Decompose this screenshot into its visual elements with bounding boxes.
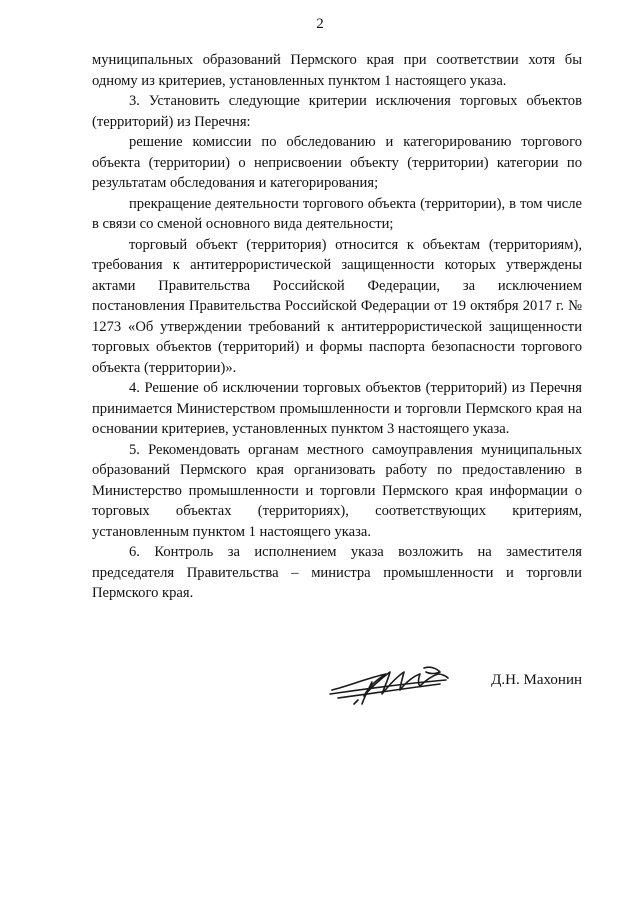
paragraph-criterion-termination: прекращение деятельности торгового объекта (территории), в том числе в связи со сменой основного вида деятельности; <box>92 195 582 232</box>
paragraph-item-5: 5. Рекомендовать органам местного самоуправления муниципальных образований Пермского края организовать работу по предоставлению в Министерство промышленности и торговли Пермского края информации о торговых объектах (территориях), соответствующих критериям, установленным пунктом 1 настоящего указа. <box>92 441 582 540</box>
paragraph-item-3: 3. Установить следующие критерии исключения торговых объектов (территорий) из Перечня: <box>92 93 582 130</box>
paragraph-continuation: муниципальных образований Пермского края при соответствии хотя бы одному из критериев, установленных пунктом 1 настоящего указа. <box>92 52 582 89</box>
signature-block <box>92 660 582 708</box>
paragraph-criterion-commission: решение комиссии по обследованию и категорированию торгового объекта (территории) о неприсвоении объекту (территории) категории по результатам обследования и категорирования; <box>92 134 582 191</box>
document-body <box>92 50 582 604</box>
paragraph-item-6: 6. Контроль за исполнением указа возложить на заместителя председателя Правительства – министра промышленности и торговли Пермского края. <box>92 544 582 601</box>
paragraph-item-4: 4. Решение об исключении торговых объектов (территорий) из Перечня принимается Министерством промышленности и торговли Пермского края на основании критериев, установленных пунктом 3 настоящего указа. <box>92 380 582 437</box>
paragraph-criterion-other-requirements: торговый объект (территория) относится к объектам (территориям), требования к антитеррористической защищенности которых утверждены актами Правительства Российской Федерации, за исключением постановления Правительства Российской Федерации от 19 октября 2017 г. № 1273 «Об утверждении требований к антитеррористической защищенности торговых объектов (территорий) и формы паспорта безопасности торгового объекта (территории)». <box>92 236 582 376</box>
signer-name: Д.Н. Махонин <box>491 672 582 688</box>
handwritten-signature <box>328 660 453 706</box>
page-number: 2 <box>316 16 324 32</box>
